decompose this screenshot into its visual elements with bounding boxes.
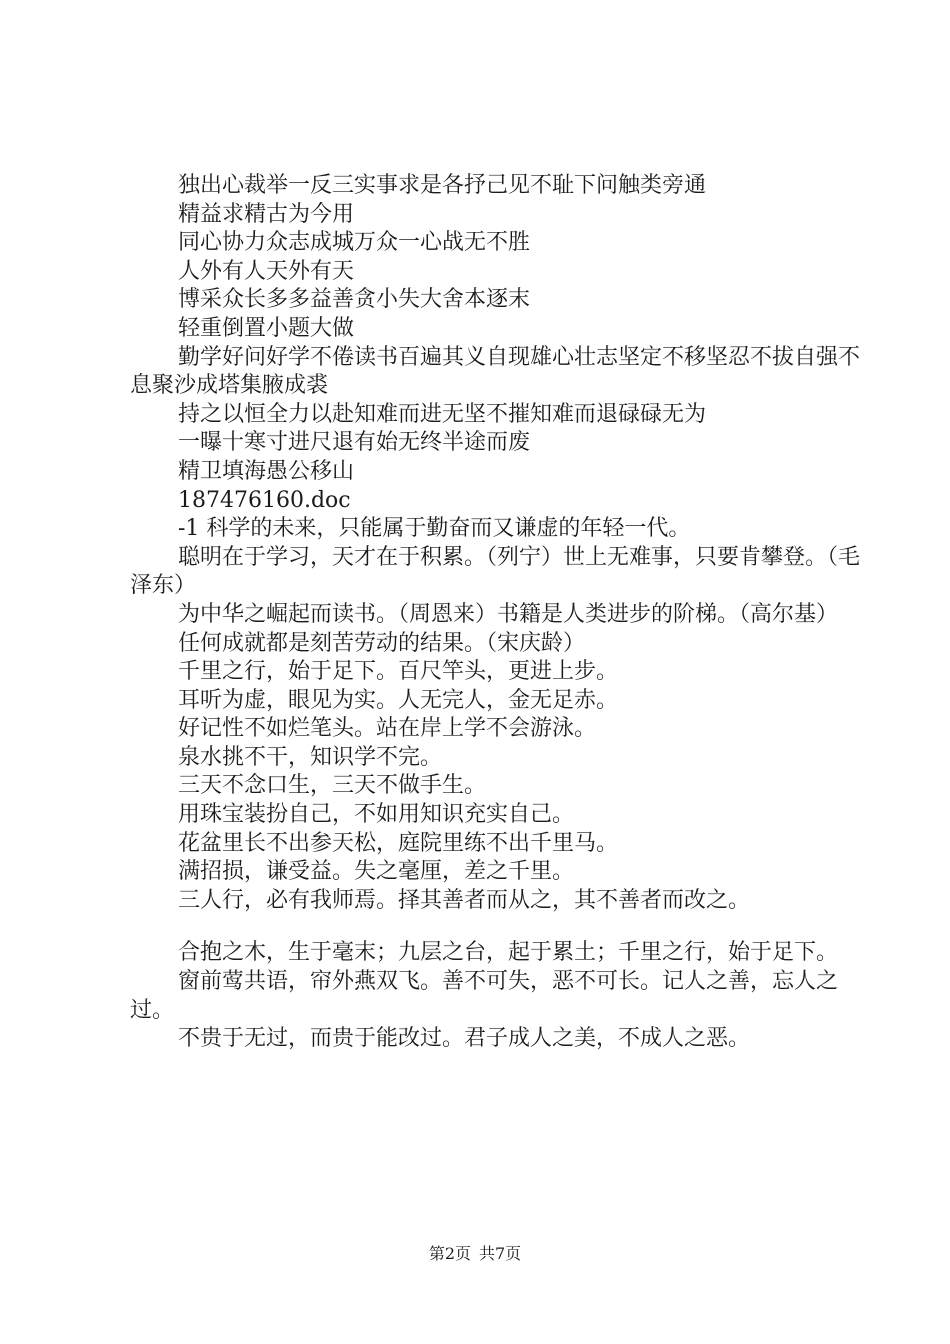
paragraph: 一曝十寒寸进尺退有始无终半途而废 <box>178 430 531 456</box>
paragraph: 勤学好问好学不倦读书百遍其义自现雄心壮志坚定不移坚忍不拔自强不息聚沙成塔集腋成裘 <box>130 344 861 399</box>
page-number: 第2页 <box>428 1244 471 1263</box>
paragraph: 人外有人天外有天 <box>178 258 355 284</box>
paragraph: 满招损，谦受益。失之毫厘，差之千里。 <box>178 859 575 885</box>
paragraph: 好记性不如烂笔头。站在岸上学不会游泳。 <box>178 716 597 742</box>
paragraph: 持之以恒全力以赴知难而进无坚不摧知难而退碌碌无为 <box>178 401 707 427</box>
paragraph: 独出心裁举一反三实事求是各抒己见不耻下问触类旁通 <box>178 173 707 198</box>
paragraph: 三人行，必有我师焉。择其善者而从之，其不善者而改之。 <box>178 887 751 913</box>
paragraph: 任何成就都是刻苦劳动的结果。（宋庆龄） <box>178 630 586 656</box>
paragraph: -1 科学的未来，只能属于勤奋而又谦虚的年轻一代。 <box>178 516 691 542</box>
paragraph: 用珠宝装扮自己，不如用知识充实自己。 <box>178 802 575 828</box>
paragraph: 聪明在于学习，天才在于积累。（列宁）世上无难事，只要肯攀登。（毛泽东） <box>130 544 861 599</box>
paragraph: 合抱之木，生于毫末；九层之台，起于累土；千里之行，始于足下。 <box>178 940 839 966</box>
page-total: 共7页 <box>479 1244 522 1263</box>
paragraph: 轻重倒置小题大做 <box>178 315 355 341</box>
paragraph: 为中华之崛起而读书。（周恩来）书籍是人类进步的阶梯。（高尔基） <box>178 601 839 627</box>
paragraph: 窗前莺共语，帘外燕双飞。善不可失，恶不可长。记人之善，忘人之过。 <box>130 969 839 1023</box>
paragraph: 精益求精古为今用 <box>178 201 355 227</box>
document-filename: 187476160.doc <box>178 487 351 513</box>
paragraph: 博采众长多多益善贪小失大舍本逐末 <box>178 287 531 313</box>
paragraph: 同心协力众志成城万众一心战无不胜 <box>178 230 531 256</box>
paragraph: 不贵于无过，而贵于能改过。君子成人之美，不成人之恶。 <box>178 1026 751 1052</box>
document-body <box>130 172 860 1054</box>
paragraph: 三天不念口生，三天不做手生。 <box>178 773 487 799</box>
paragraph: 花盆里长不出参天松，庭院里练不出千里马。 <box>178 830 619 856</box>
paragraph: 耳听为虚，眼见为实。人无完人，金无足赤。 <box>178 687 619 713</box>
paragraph: 千里之行，始于足下。百尺竿头，更进上步。 <box>178 659 619 685</box>
page-footer <box>0 1244 950 1264</box>
paragraph: 精卫填海愚公移山 <box>178 458 355 484</box>
paragraph: 泉水挑不干，知识学不完。 <box>178 744 443 770</box>
